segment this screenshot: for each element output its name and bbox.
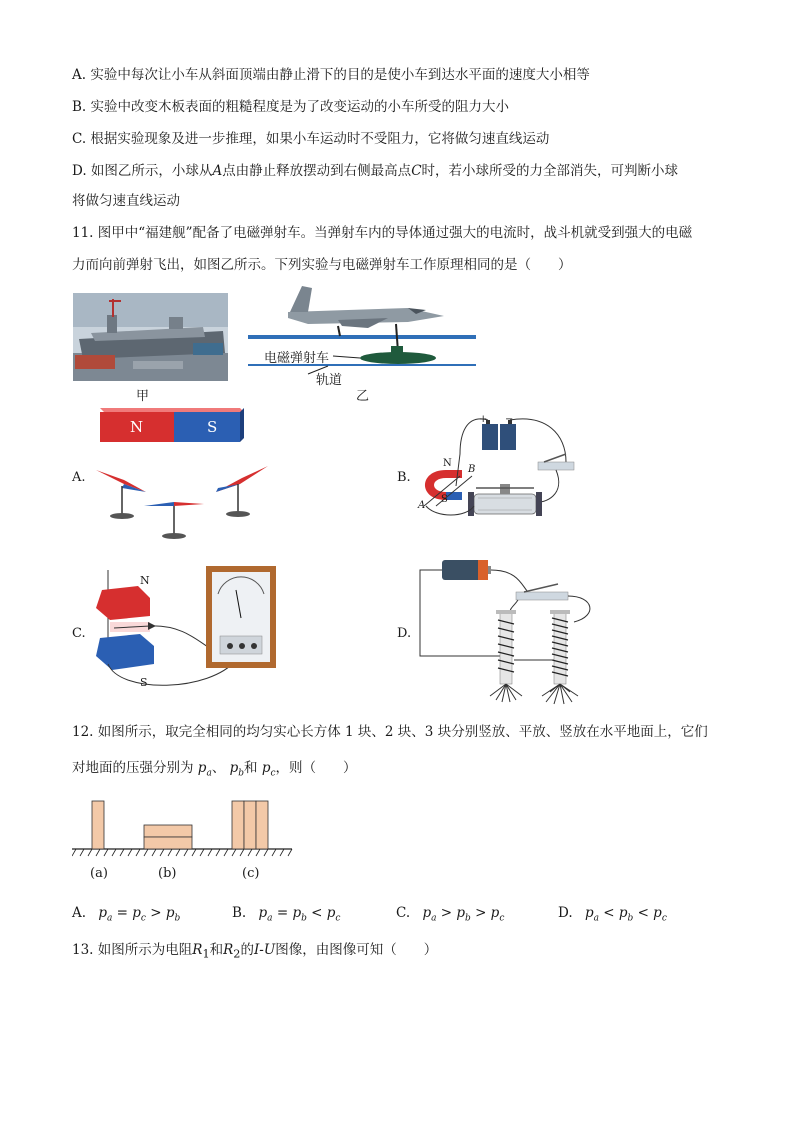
carrier-photo bbox=[73, 293, 228, 381]
q11-option-d-label: D. bbox=[397, 626, 412, 641]
pc-symbol: $p_c$ bbox=[261, 760, 276, 779]
q10-option-c: C. 根据实验现象及进一步推理，如果小车运动时不受阻力，它将做匀速直线运动 bbox=[72, 131, 550, 147]
option-b-b-label: B bbox=[468, 464, 476, 475]
block-c-caption: (c) bbox=[242, 866, 260, 881]
q12-option-a: A. $p_a = p_c > p_b$ bbox=[72, 905, 181, 924]
q10-option-d-line2: 将做匀速直线运动 bbox=[72, 193, 180, 209]
induction-galvanometer-figure bbox=[90, 564, 280, 696]
compass-needle-icon bbox=[144, 502, 204, 539]
q12-option-d-expr: $p_a < p_b < p_c$ bbox=[584, 905, 667, 924]
current-in-field-figure bbox=[416, 414, 596, 532]
electromagnet-figure bbox=[418, 556, 608, 706]
option-b-a-label: A bbox=[418, 500, 426, 511]
pb-symbol: $p_b$ bbox=[229, 760, 245, 779]
galvanometer-icon bbox=[206, 566, 276, 668]
q12-option-a-expr: $p_a = p_c > p_b$ bbox=[98, 905, 181, 924]
q10-option-d: D. 如图乙所示，小球从A点由静止释放摆动到右侧最高点C时，若小球所受的力全部消失，可判断小球 bbox=[72, 163, 679, 179]
catapult-diagram bbox=[248, 282, 480, 382]
figure-yi-caption: 乙 bbox=[356, 389, 370, 404]
compass-needle-icon bbox=[96, 470, 146, 519]
compass-needle-icon bbox=[216, 466, 268, 517]
battery-icon bbox=[442, 560, 491, 580]
block-a-caption: (a) bbox=[90, 866, 108, 881]
q12-option-b-expr: $p_a = p_b < p_c$ bbox=[258, 905, 341, 924]
magnet-s-label: S bbox=[207, 418, 218, 436]
q11-stem-line2: 力而向前弹射飞出，如图乙所示。下列实验与电磁弹射车工作原理相同的是（ ） bbox=[72, 257, 572, 273]
block-b-bottom bbox=[144, 837, 192, 849]
q13-stem: 13. 如图所示为电阻$R_1$和$R_2$的I-U图像，由图像可知（ ） bbox=[72, 942, 438, 961]
battery-minus-label: − bbox=[505, 414, 514, 425]
q12-stem-line2: 对地面的压强分别为 $p_a$、 $p_b$和 $p_c$，则（ ） bbox=[72, 760, 357, 779]
block-b-top bbox=[144, 825, 192, 837]
block-b-caption: (b) bbox=[158, 866, 177, 881]
pa-symbol: $p_a$ bbox=[197, 760, 212, 779]
q10-option-b: B. 实验中改变木板表面的粗糙程度是为了改变运动的小车所受的阻力大小 bbox=[72, 99, 510, 115]
option-b-n-label: N bbox=[443, 458, 452, 469]
option-c-n-label: N bbox=[140, 574, 150, 587]
paper-clips-icon bbox=[490, 684, 578, 704]
q12-option-b: B. $p_a = p_b < p_c$ bbox=[232, 905, 341, 924]
q11-option-b-label: B. bbox=[397, 470, 411, 485]
block-a bbox=[92, 801, 104, 849]
fighter-jet-icon bbox=[288, 286, 444, 352]
rheostat-icon bbox=[468, 484, 542, 516]
q12-stem-line1: 12. 如图所示，取完全相同的均匀实心长方体 1 块、2 块、3 块分别竖放、平放、竖放在水平地面上，它们 bbox=[72, 724, 708, 740]
switch-icon bbox=[538, 454, 574, 470]
coil-icon bbox=[496, 610, 516, 684]
q11-option-a-label: A. bbox=[72, 470, 86, 485]
figure-jia-caption: 甲 bbox=[136, 389, 150, 404]
track-upper-line bbox=[248, 335, 476, 339]
q11-option-c-label: C. bbox=[72, 626, 86, 641]
coil-icon bbox=[550, 610, 570, 684]
q12-option-c: C. $p_a > p_b > p_c$ bbox=[396, 905, 505, 924]
option-c-s-label: S bbox=[140, 676, 148, 689]
bar-magnet-compass-figure bbox=[88, 408, 288, 548]
option-b-s-label: S bbox=[441, 494, 448, 505]
battery-plus-label: + bbox=[479, 414, 488, 425]
q10-option-a: A. 实验中每次让小车从斜面顶端由静止滑下的目的是使小车到达水平面的速度大小相等 bbox=[72, 67, 590, 83]
block-c-2 bbox=[244, 801, 256, 849]
magnet-n-label: N bbox=[130, 418, 144, 436]
block-c-3 bbox=[256, 801, 268, 849]
q12-option-c-expr: $p_a > p_b > p_c$ bbox=[422, 905, 505, 924]
q11-stem-line1: 11. 图甲中“福建舰”配备了电磁弹射车。当弹射车内的导体通过强大的电流时，战斗机就受到强大的电磁 bbox=[72, 225, 693, 241]
track-label: 轨道 bbox=[316, 373, 343, 388]
horseshoe-magnet-icon bbox=[96, 586, 154, 670]
q12-option-d: D. $p_a < p_b < p_c$ bbox=[558, 905, 667, 924]
blocks-figure bbox=[72, 796, 294, 862]
catapult-label: 电磁弹射车 bbox=[264, 351, 330, 366]
block-c-1 bbox=[232, 801, 244, 849]
